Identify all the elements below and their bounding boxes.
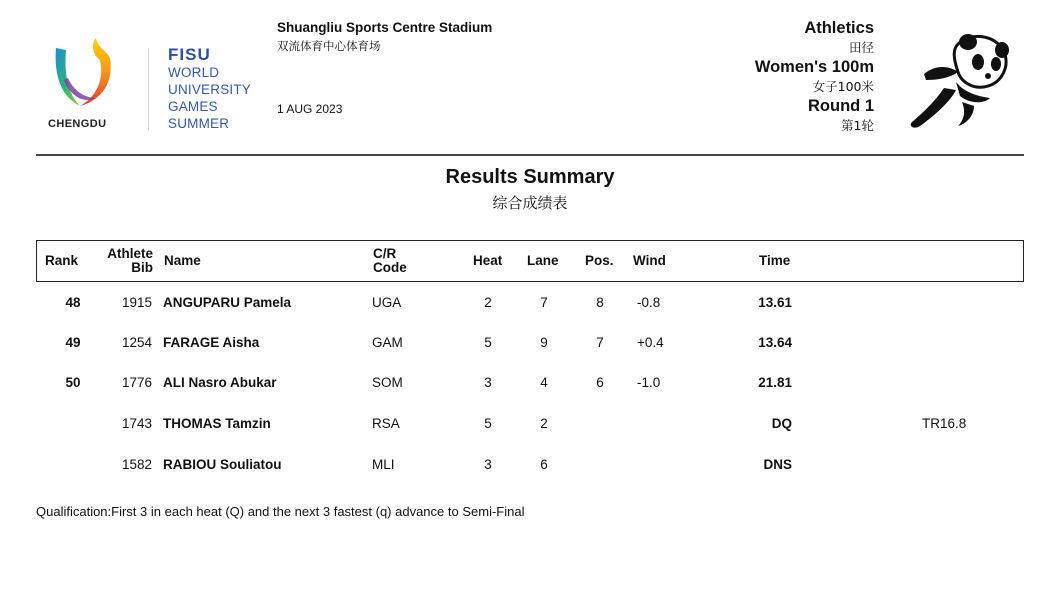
event-zh: 女子100米 [812, 79, 874, 94]
qualification-note: Qualification:First 3 in each heat (Q) and the next 3 fastest (q) advance to Semi-Final [36, 504, 525, 519]
row-lane: 6 [540, 457, 548, 472]
page-title: Results Summary [445, 166, 615, 188]
chengdu-logo-icon [50, 34, 118, 112]
row-name: FARAGE Aisha [163, 335, 260, 350]
col-wind: Wind [633, 253, 666, 268]
row-name: RABIOU Souliatou [163, 457, 282, 472]
col-rank: Rank [45, 253, 79, 268]
fisu-line-world: WORLD [168, 65, 220, 80]
row-pos: 7 [596, 335, 604, 350]
row-wind: +0.4 [637, 335, 664, 350]
row-wind: -0.8 [637, 295, 661, 310]
row-bib: 1254 [121, 335, 152, 350]
col-lane: Lane [527, 253, 559, 268]
round-en: Round 1 [808, 97, 874, 115]
table-header [36, 240, 1024, 282]
row-lane: 4 [540, 375, 548, 390]
row-name: ALI Nasro Abukar [163, 375, 277, 390]
sport-en: Athletics [804, 19, 874, 37]
row-time: DQ [771, 416, 792, 431]
panda-mascot-icon [906, 30, 1010, 130]
row-bib: 1915 [121, 295, 152, 310]
col-code-line1: C/R [373, 246, 397, 261]
venue-name-zh: 双流体育中心体育场 [277, 39, 381, 53]
fisu-logo-icon [168, 45, 251, 132]
row-lane: 7 [540, 295, 548, 310]
chengdu-logo [42, 34, 122, 134]
event-date: 1 AUG 2023 [277, 102, 343, 116]
row-heat: 3 [484, 457, 492, 472]
row-code: SOM [372, 375, 403, 390]
col-time: Time [759, 253, 791, 268]
results-title [0, 166, 1060, 213]
row-wind: -1.0 [637, 375, 661, 390]
row-bib: 1776 [121, 375, 152, 390]
table-row [0, 457, 1060, 477]
col-heat: Heat [473, 253, 503, 268]
col-bib [97, 247, 153, 275]
row-time: DNS [763, 457, 792, 472]
row-rank: 50 [65, 375, 81, 390]
fisu-line-university: UNIVERSITY [168, 82, 252, 97]
page-title-zh: 综合成绩表 [492, 194, 568, 212]
row-bib: 1582 [121, 457, 152, 472]
fisu-line-games: GAMES [168, 99, 218, 114]
col-bib-line2: Bib [131, 260, 153, 275]
logo-divider [148, 48, 149, 130]
row-pos: 6 [596, 375, 604, 390]
row-code: GAM [372, 335, 403, 350]
sport-zh: 田径 [848, 40, 874, 55]
row-code: RSA [372, 416, 400, 431]
row-code: UGA [372, 295, 402, 310]
row-heat: 5 [484, 416, 492, 431]
row-time: 13.61 [758, 295, 792, 310]
header-rule [36, 154, 1024, 156]
col-code-line2: Code [373, 260, 407, 275]
table-row [0, 416, 1060, 436]
venue [277, 20, 492, 54]
fisu-line-summer: SUMMER [168, 116, 230, 131]
row-time: 21.81 [758, 375, 792, 390]
row-rank: 48 [65, 295, 81, 310]
table-row [0, 375, 1060, 395]
round-zh: 第1轮 [841, 118, 874, 133]
row-heat: 2 [484, 295, 492, 310]
row-lane: 9 [540, 335, 548, 350]
event-info [755, 18, 874, 135]
row-heat: 3 [484, 375, 492, 390]
row-name: ANGUPARU Pamela [163, 295, 292, 310]
panda-mascot [906, 30, 1010, 135]
event-en: Women's 100m [754, 58, 874, 76]
col-pos: Pos. [585, 253, 614, 268]
row-bib: 1743 [121, 416, 152, 431]
fisu-name: FISU [168, 45, 211, 64]
col-code [373, 247, 407, 275]
row-lane: 2 [540, 416, 548, 431]
row-time: 13.64 [758, 335, 792, 350]
col-bib-line1: Athlete [107, 246, 153, 261]
chengdu-label: CHENGDU [48, 118, 107, 130]
row-note: TR16.8 [922, 416, 967, 431]
row-name: THOMAS Tamzin [163, 416, 271, 431]
row-rank: 49 [65, 335, 81, 350]
col-name: Name [164, 253, 201, 268]
table-row [0, 295, 1060, 315]
row-pos: 8 [596, 295, 604, 310]
venue-name-en: Shuangliu Sports Centre Stadium [277, 20, 493, 35]
row-heat: 5 [484, 335, 492, 350]
row-code: MLI [372, 457, 395, 472]
table-row [0, 335, 1060, 355]
